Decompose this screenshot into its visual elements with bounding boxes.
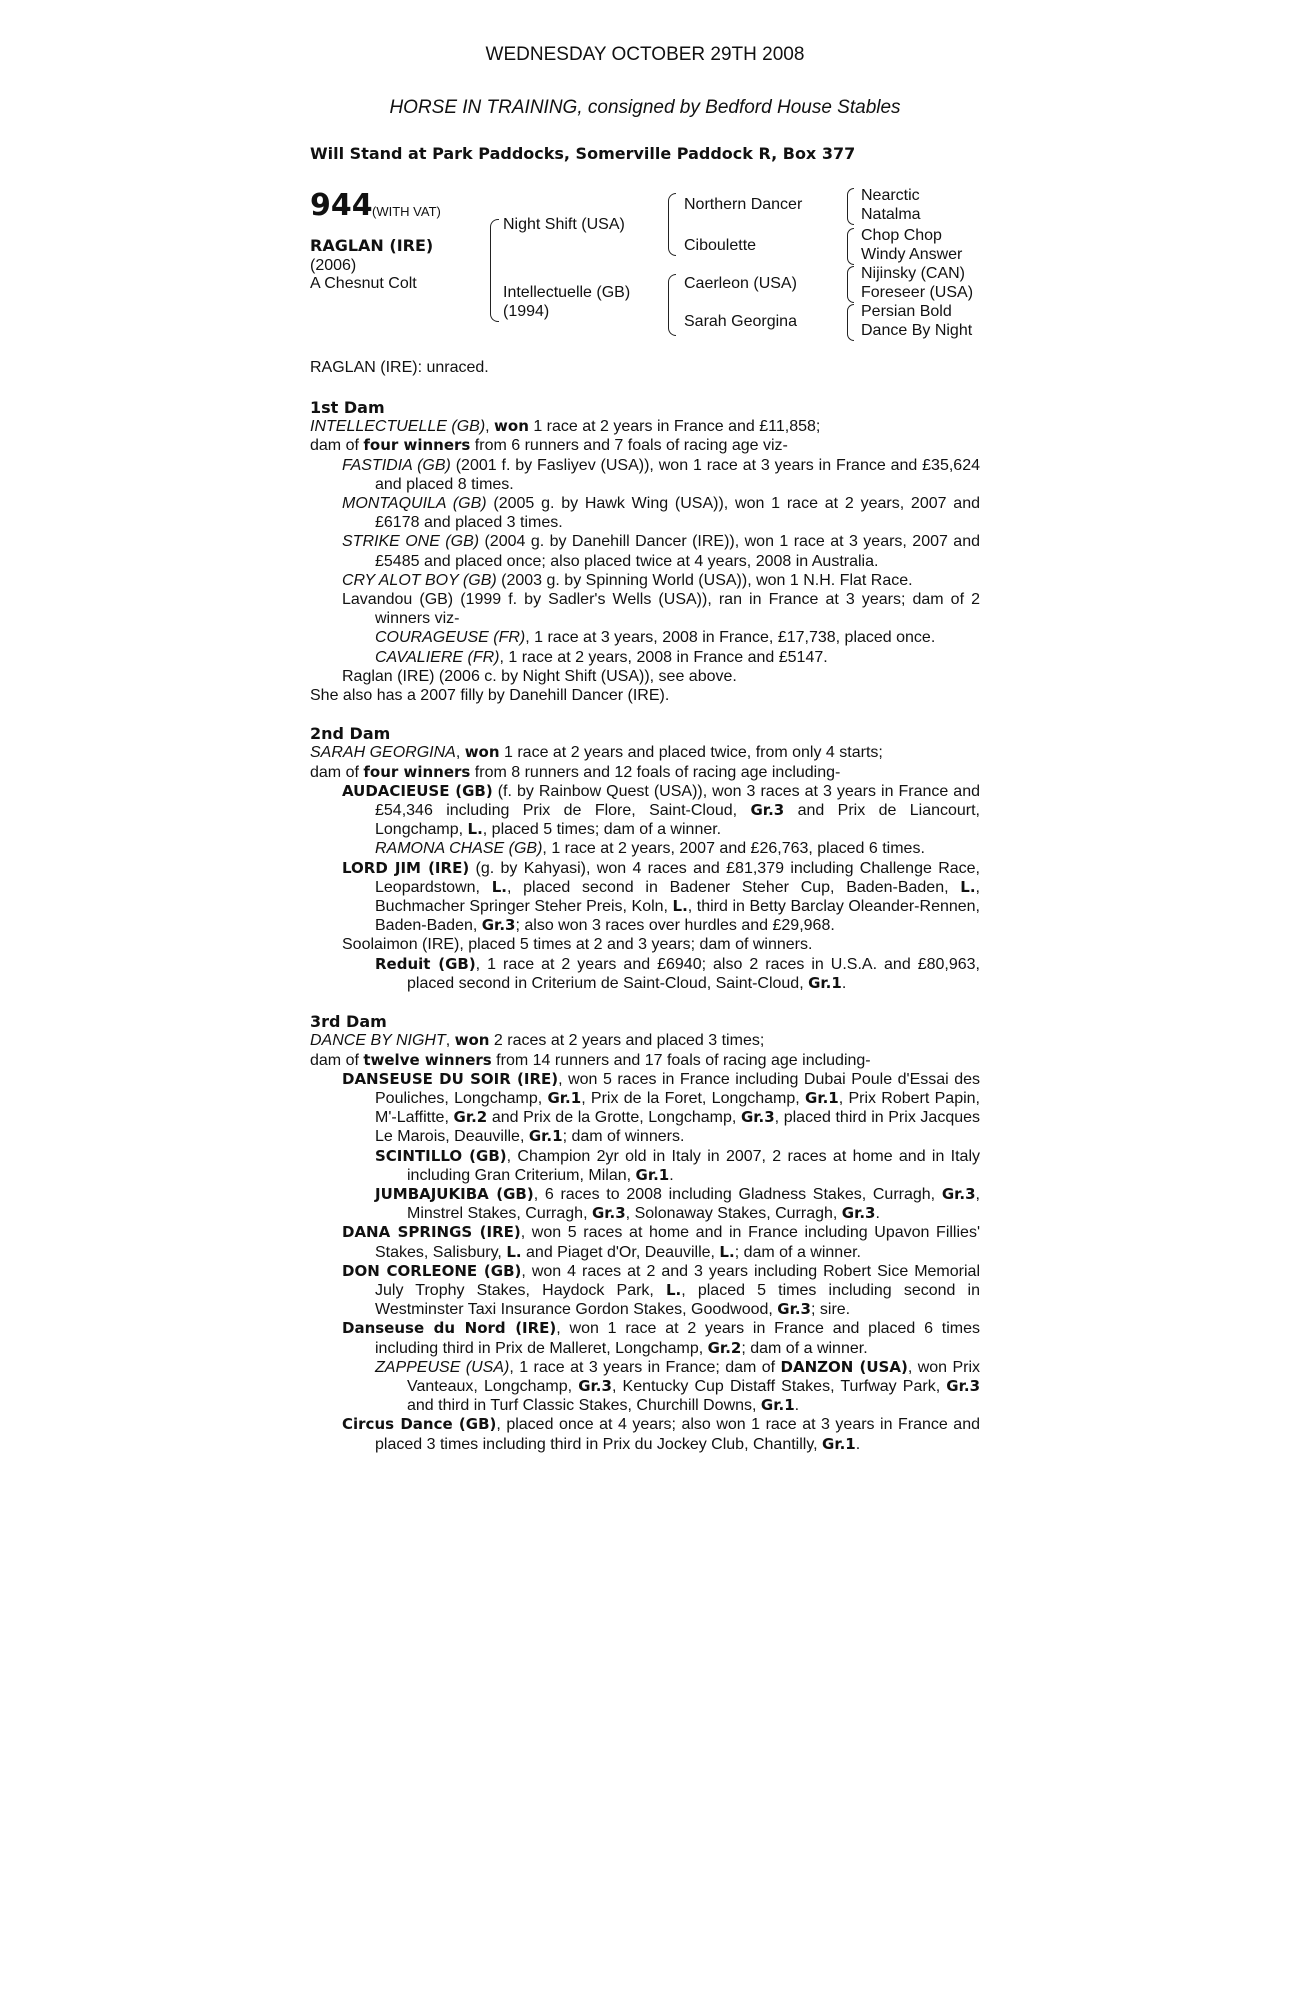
- horse-name: MONTAQUILA (GB): [342, 495, 487, 513]
- produce-entry: [310, 1070, 980, 1147]
- horse-name: COURAGEUSE (FR): [375, 629, 526, 647]
- text: dam of: [310, 437, 364, 455]
- produce-entry: [310, 1223, 980, 1261]
- text: , Champion 2yr old in Italy in 2007, 2 races at home and in Italy including Gran Criterium, Milan,: [407, 1147, 981, 1184]
- produce-entry: Lavandou (GB) (1999 f. by Sadler's Wells (USA)), ran in France at 3 years; dam of 2 winners viz-: [342, 591, 980, 628]
- pedigree-bracket: [847, 266, 854, 303]
- pedigree-sire-sire: Northern Dancer: [684, 196, 803, 213]
- text: ; dam of winners.: [562, 1128, 685, 1146]
- produce-entry: [310, 955, 980, 993]
- text: , placed once at 4 years; also won 1 race at 3 years in France and placed 3 times including third in Prix du Jockey Club, Chantilly,: [375, 1416, 980, 1453]
- pedigree-g3: Chop Chop: [861, 227, 942, 244]
- produce-entry: [310, 456, 980, 494]
- text: , Buchmacher Springer Steher Preis, Koln,: [375, 878, 980, 916]
- pedigree-bracket: [847, 304, 854, 341]
- listed: L.: [672, 897, 688, 916]
- grade: Gr.1: [808, 973, 842, 992]
- horse-name: CAVALIERE (FR): [375, 648, 500, 666]
- pedigree-bracket: [668, 274, 676, 336]
- listed: L.: [960, 877, 976, 896]
- text: , won 4 races at 2 and 3 years including Robert Sice Memorial July Trophy Stakes, Haydock Park,: [375, 1262, 980, 1299]
- dam-name: INTELLECTUELLE (GB): [310, 418, 486, 436]
- text: , 1 race at 3 years in France; dam of: [509, 1358, 781, 1376]
- produce-entry: [310, 1415, 980, 1453]
- dam-name: DANCE BY NIGHT: [310, 1032, 446, 1050]
- consignment-line: HORSE IN TRAINING, consigned by Bedford House Stables: [389, 97, 901, 118]
- grade: Gr.3: [841, 1204, 876, 1223]
- pedigree-g8: Dance By Night: [861, 322, 973, 339]
- pedigree-bracket: [668, 193, 676, 256]
- grade: Gr.1: [805, 1088, 839, 1107]
- grade: Gr.3: [750, 801, 785, 820]
- produce-entry: [310, 839, 980, 858]
- grade: Gr.3: [481, 916, 516, 935]
- pedigree-g5: Nijinsky (CAN): [861, 265, 965, 282]
- text: , Prix Robert Papin, M'-Laffitte,: [375, 1089, 980, 1127]
- grade: Gr.3: [941, 1184, 976, 1203]
- text: , placed second in Badener Steher Cup, Baden-Baden,: [506, 878, 961, 896]
- horse-name: RAGLAN (IRE): [310, 236, 434, 255]
- grade: Gr.2: [453, 1108, 488, 1127]
- text: from 14 runners and 17 foals of racing age including-: [491, 1051, 871, 1069]
- produce-entry: [310, 1358, 980, 1416]
- text: , 1 race at 2 years and £6940; also 2 races in U.S.A. and £80,963, placed second in Criterium de Saint-Cloud, Saint-Cloud,: [407, 955, 980, 992]
- pedigree-sire: Night Shift (USA): [503, 216, 625, 233]
- listed: L.: [491, 877, 507, 896]
- won-label: won: [494, 417, 529, 436]
- won-label: won: [464, 743, 500, 762]
- stand-location: Will Stand at Park Paddocks, Somerville Paddock R, Box 377: [310, 144, 856, 163]
- grade: Gr.1: [822, 1434, 856, 1453]
- horse-name: STRIKE ONE (GB): [342, 533, 480, 551]
- pedigree-g7: Persian Bold: [861, 303, 952, 320]
- listed: L.: [666, 1280, 682, 1299]
- pedigree-dam: Intellectuelle (GB): [503, 284, 631, 301]
- first-dam-line: INTELLECTUELLE (GB), won 1 race at 2 years in France and £11,858;: [310, 417, 821, 436]
- lot-number: 944: [310, 188, 373, 223]
- text: and third in Turf Classic Stakes, Churchill Downs,: [407, 1397, 761, 1415]
- horse-name: Circus Dance (GB): [342, 1415, 497, 1434]
- produce-entry: [310, 532, 980, 570]
- horse-record: (2001 f. by Fasliyev (USA)), won 1 race at 3 years in France and £35,624 and placed 8 times.: [375, 456, 980, 493]
- text: , third in Betty Barclay Oleander-Rennen, Baden-Baden,: [375, 898, 981, 935]
- produce-entry: [310, 1147, 980, 1185]
- catalogue-text: [310, 398, 980, 1454]
- horse-name: DON CORLEONE (GB): [342, 1261, 522, 1280]
- text: , placed third in Prix Jacques Le Marois, Deauville,: [375, 1109, 981, 1146]
- horse-record: , 1 race at 2 years, 2007 and £26,763, placed 6 times.: [542, 840, 925, 858]
- horse-name: ZAPPEUSE (USA): [375, 1358, 510, 1376]
- race-record: RAGLAN (IRE): unraced.: [310, 359, 489, 376]
- text: and Prix de Liancourt, Longchamp,: [375, 802, 980, 839]
- horse-name: CRY ALOT BOY (GB): [342, 571, 497, 589]
- pedigree-dam-dam: Sarah Georgina: [684, 313, 797, 330]
- horse-name: Danseuse du Nord (IRE): [342, 1319, 557, 1338]
- grade: Gr.3: [740, 1108, 775, 1127]
- horse-name: DANA SPRINGS (IRE): [342, 1223, 521, 1242]
- grade: Gr.1: [528, 1127, 563, 1146]
- text: , Minstrel Stakes, Curragh,: [407, 1185, 980, 1223]
- text: , placed 5 times including second in Westminster Taxi Insurance Gordon Stakes, Goodwood,: [375, 1281, 981, 1319]
- third-dam-line: DANCE BY NIGHT, won 2 races at 2 years and placed 3 times;: [310, 1031, 765, 1050]
- pedigree-g2: Natalma: [861, 206, 921, 223]
- text: , won Prix Vanteaux, Longchamp,: [407, 1358, 981, 1395]
- horse-record: , 1 race at 3 years, 2008 in France, £17,738, placed once.: [525, 629, 936, 647]
- grade: Gr.3: [946, 1376, 981, 1395]
- text: .: [875, 1205, 880, 1223]
- horse-name: RAMONA CHASE (GB): [375, 840, 543, 858]
- produce-summary: [310, 436, 980, 455]
- produce-entry: [310, 648, 980, 667]
- produce-note: She also has a 2007 filly by Danehill Dancer (IRE).: [310, 687, 670, 705]
- listed: L.: [467, 820, 483, 839]
- text: , 6 races to 2008 including Gladness Stakes, Curragh,: [533, 1185, 942, 1203]
- sale-date: WEDNESDAY OCTOBER 29TH 2008: [485, 44, 805, 65]
- produce-entry: [310, 859, 980, 936]
- pedigree-bracket: [847, 228, 854, 265]
- text: .: [855, 1435, 861, 1453]
- first-dam-heading: 1st Dam: [310, 398, 385, 417]
- produce-entry: [310, 1319, 980, 1357]
- text: , won 5 races in France including Dubai Poule d'Essai des Pouliches, Longchamp,: [375, 1070, 980, 1107]
- second-dam-heading: 2nd Dam: [310, 724, 391, 744]
- produce-entry: [310, 571, 980, 590]
- horse-record: , 1 race at 2 years, 2008 in France and £5147.: [499, 648, 828, 666]
- horse-year: (2006): [310, 257, 357, 274]
- grade: Gr.3: [578, 1376, 612, 1395]
- grade: Gr.1: [760, 1396, 795, 1415]
- produce-entry: Soolaimon (IRE), placed 5 times at 2 and 3 years; dam of winners.: [342, 936, 813, 954]
- listed: L.: [506, 1242, 522, 1261]
- pedigree-dam-year: (1994): [503, 303, 550, 320]
- horse-name: DANZON (USA): [780, 1357, 908, 1376]
- text: and Prix de la Grotte, Longchamp,: [487, 1109, 741, 1127]
- pedigree-sire-dam: Ciboulette: [684, 237, 757, 254]
- horse-name: Reduit (GB): [375, 954, 476, 973]
- produce-summary: [310, 763, 980, 782]
- produce-entry: [310, 1262, 980, 1320]
- pedigree-bracket: [847, 188, 854, 225]
- text: (g. by Kahyasi), won 4 races and £81,379 including Challenge Race, Leopardstown,: [375, 859, 980, 896]
- grade: Gr.2: [707, 1338, 742, 1357]
- pedigree-bracket: [490, 219, 499, 322]
- dam-record: 2 races at 2 years and placed 3 times;: [489, 1032, 765, 1050]
- text: .: [794, 1397, 800, 1415]
- pedigree-g4: Windy Answer: [861, 246, 963, 263]
- text: from 6 runners and 7 foals of racing age viz-: [470, 437, 788, 455]
- text: , Prix de la Foret, Longchamp,: [581, 1089, 806, 1107]
- text: , won 5 races at home and in France including Upavon Fillies' Stakes, Salisbury,: [375, 1224, 980, 1261]
- horse-record: (2005 g. by Hawk Wing (USA)), won 1 race at 2 years, 2007 and £6178 and placed 3 times.: [375, 495, 980, 532]
- text: ; also won 3 races over hurdles and £29,968.: [515, 917, 835, 935]
- listed: L.: [719, 1242, 735, 1261]
- third-dam-heading: 3rd Dam: [310, 1012, 387, 1032]
- grade: Gr.1: [547, 1088, 582, 1107]
- horse-name: JUMBAJUKIBA (GB): [375, 1184, 534, 1203]
- pedigree-g6: Foreseer (USA): [861, 284, 974, 301]
- winners-count: four winners: [363, 436, 471, 455]
- vat-note: (WITH VAT): [372, 204, 441, 219]
- horse-record: (2003 g. by Spinning World (USA)), won 1 N.H. Flat Race.: [496, 571, 913, 589]
- horse-record: (2004 g. by Danehill Dancer (IRE)), won 1 race at 3 years, 2007 and £5485 and placed once; also placed twice at 4 years, 2008 in Australia.: [375, 533, 980, 570]
- produce-entry: [310, 782, 980, 840]
- grade: Gr.3: [777, 1300, 811, 1319]
- text: , placed 5 times; dam of a winner.: [482, 821, 722, 839]
- text: .: [669, 1166, 674, 1184]
- dam-name: SARAH GEORGINA: [310, 744, 456, 762]
- text: ; dam of a winner.: [741, 1339, 868, 1357]
- produce-entry: Raglan (IRE) (2006 c. by Night Shift (USA)), see above.: [342, 667, 737, 685]
- dam-record: 1 race at 2 years in France and £11,858;: [528, 418, 821, 436]
- text: dam of: [310, 1051, 364, 1069]
- produce-entry: [310, 628, 980, 647]
- text: , won 1 race at 2 years in France and placed 6 times including third in Prix de Malleret, Longchamp,: [375, 1320, 980, 1357]
- text: , Solonaway Stakes, Curragh,: [625, 1205, 842, 1223]
- winners-count: twelve winners: [363, 1050, 492, 1069]
- horse-name: SCINTILLO (GB): [375, 1146, 507, 1165]
- text: dam of: [310, 763, 364, 781]
- produce-entry: [310, 494, 980, 532]
- second-dam-line: SARAH GEORGINA, won 1 race at 2 years and placed twice, from only 4 starts;: [310, 743, 883, 762]
- text: (f. by Rainbow Quest (USA)), won 3 races at 3 years in France and £54,346 including Prix de Flore, Saint-Cloud,: [375, 782, 980, 820]
- grade: Gr.3: [591, 1204, 626, 1223]
- text: .: [841, 974, 847, 992]
- pedigree-dam-sire: Caerleon (USA): [684, 275, 797, 292]
- text: , Kentucky Cup Distaff Stakes, Turfway Park,: [611, 1377, 947, 1395]
- winners-count: four winners: [363, 762, 471, 781]
- pedigree-g1: Nearctic: [861, 187, 920, 204]
- text: ; sire.: [811, 1301, 851, 1319]
- horse-name: FASTIDIA (GB): [342, 456, 451, 474]
- won-label: won: [454, 1031, 490, 1050]
- text: from 8 runners and 12 foals of racing age including-: [470, 763, 841, 781]
- horse-name: LORD JIM (IRE): [342, 858, 470, 877]
- horse-name: DANSEUSE DU SOIR (IRE): [342, 1069, 559, 1088]
- produce-entry: [310, 1185, 980, 1223]
- grade: Gr.1: [635, 1165, 670, 1184]
- text: ; dam of a winner.: [734, 1243, 861, 1261]
- horse-name: AUDACIEUSE (GB): [342, 781, 493, 800]
- horse-description: A Chesnut Colt: [310, 275, 417, 292]
- produce-summary: [310, 1051, 980, 1070]
- dam-record: 1 race at 2 years and placed twice, from only 4 starts;: [499, 744, 883, 762]
- text: and Piaget d'Or, Deauville,: [521, 1243, 720, 1261]
